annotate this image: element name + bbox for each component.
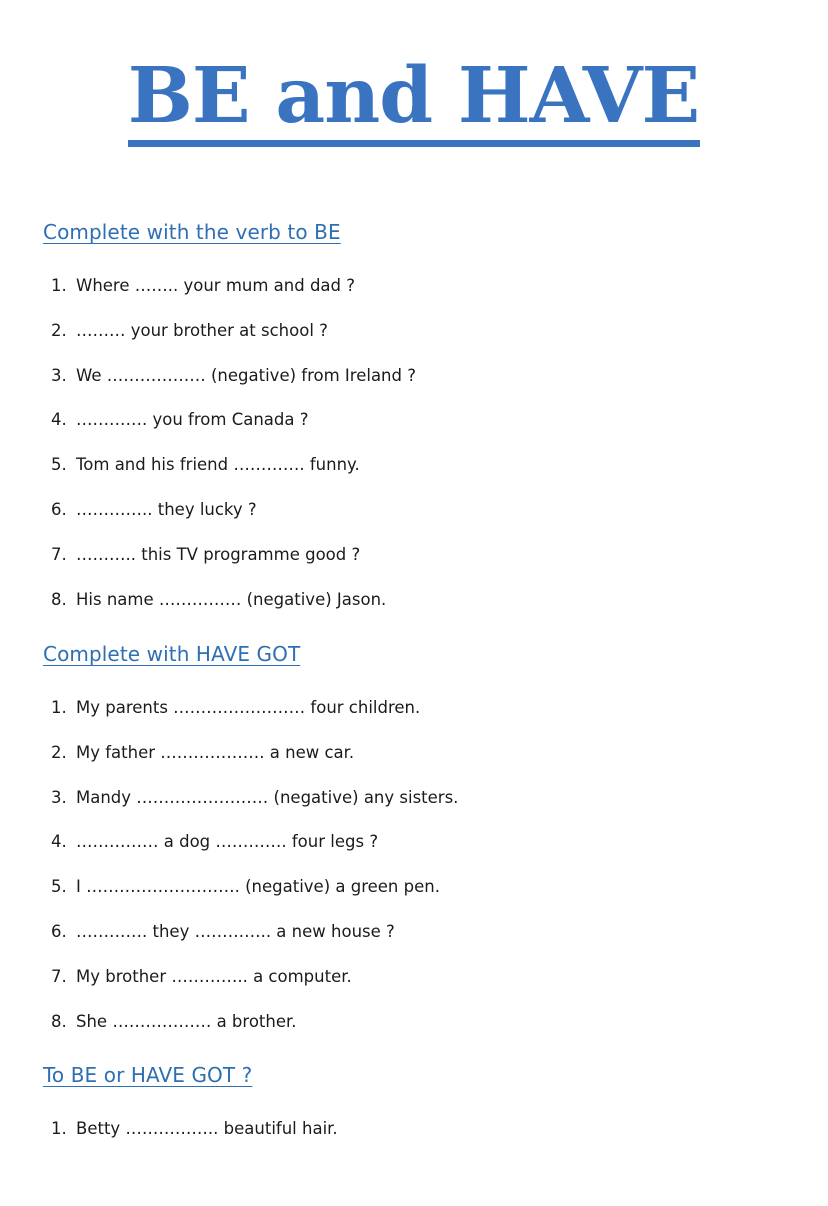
item-text: ……… your brother at school ? xyxy=(76,320,328,340)
item-text: My father ………………. a new car. xyxy=(76,742,355,762)
item-text: I ………………………. (negative) a green pen. xyxy=(76,877,440,897)
item-number: 1. xyxy=(51,276,67,295)
item-number: 4. xyxy=(51,832,67,852)
item-number: 1. xyxy=(51,1119,67,1138)
item-text: Where …….. your mum and dad ? xyxy=(76,276,356,295)
item-number: 1. xyxy=(51,698,67,717)
section-heading-be-or-have-got: To BE or HAVE GOT ? xyxy=(43,1063,253,1087)
item-number: 3. xyxy=(51,787,67,807)
item-number: 6. xyxy=(51,921,67,941)
item-number: 5. xyxy=(51,877,67,897)
item-number: 7. xyxy=(51,544,67,564)
item-text: …………. they ………….. a new house ? xyxy=(76,921,395,941)
item-number: 8. xyxy=(51,1011,67,1031)
item-text: She ……………… a brother. xyxy=(76,1011,297,1031)
item-text: ………….. they lucky ? xyxy=(76,499,257,519)
item-text: …………… a dog …………. four legs ? xyxy=(76,832,379,852)
item-number: 4. xyxy=(51,410,67,430)
item-text: Tom and his friend …………. funny. xyxy=(76,455,360,475)
item-number: 8. xyxy=(51,589,67,609)
worksheet-title xyxy=(0,52,828,147)
section-heading-have-got: Complete with HAVE GOT xyxy=(43,642,301,666)
item-number: 2. xyxy=(51,320,67,340)
item-number: 6. xyxy=(51,499,67,519)
item-text: We ……………… (negative) from Ireland ? xyxy=(76,365,416,385)
item-number: 3. xyxy=(51,365,67,385)
item-number: 5. xyxy=(51,455,67,475)
item-text: Mandy …………………… (negative) any sisters. xyxy=(76,787,459,807)
item-number: 7. xyxy=(51,966,67,986)
section-heading-verb-to-be: Complete with the verb to BE xyxy=(43,220,341,244)
item-text: Betty …………….. beautiful hair. xyxy=(76,1119,338,1138)
item-text: My brother ………….. a computer. xyxy=(76,966,352,986)
item-text: My parents …………………… four children. xyxy=(76,698,421,717)
worksheet-title-text: BE and HAVE xyxy=(128,52,700,147)
item-text: …………. you from Canada ? xyxy=(76,410,309,430)
item-text: ……….. this TV programme good ? xyxy=(76,544,361,564)
item-number: 2. xyxy=(51,742,67,762)
item-text: His name …………… (negative) Jason. xyxy=(76,589,387,609)
